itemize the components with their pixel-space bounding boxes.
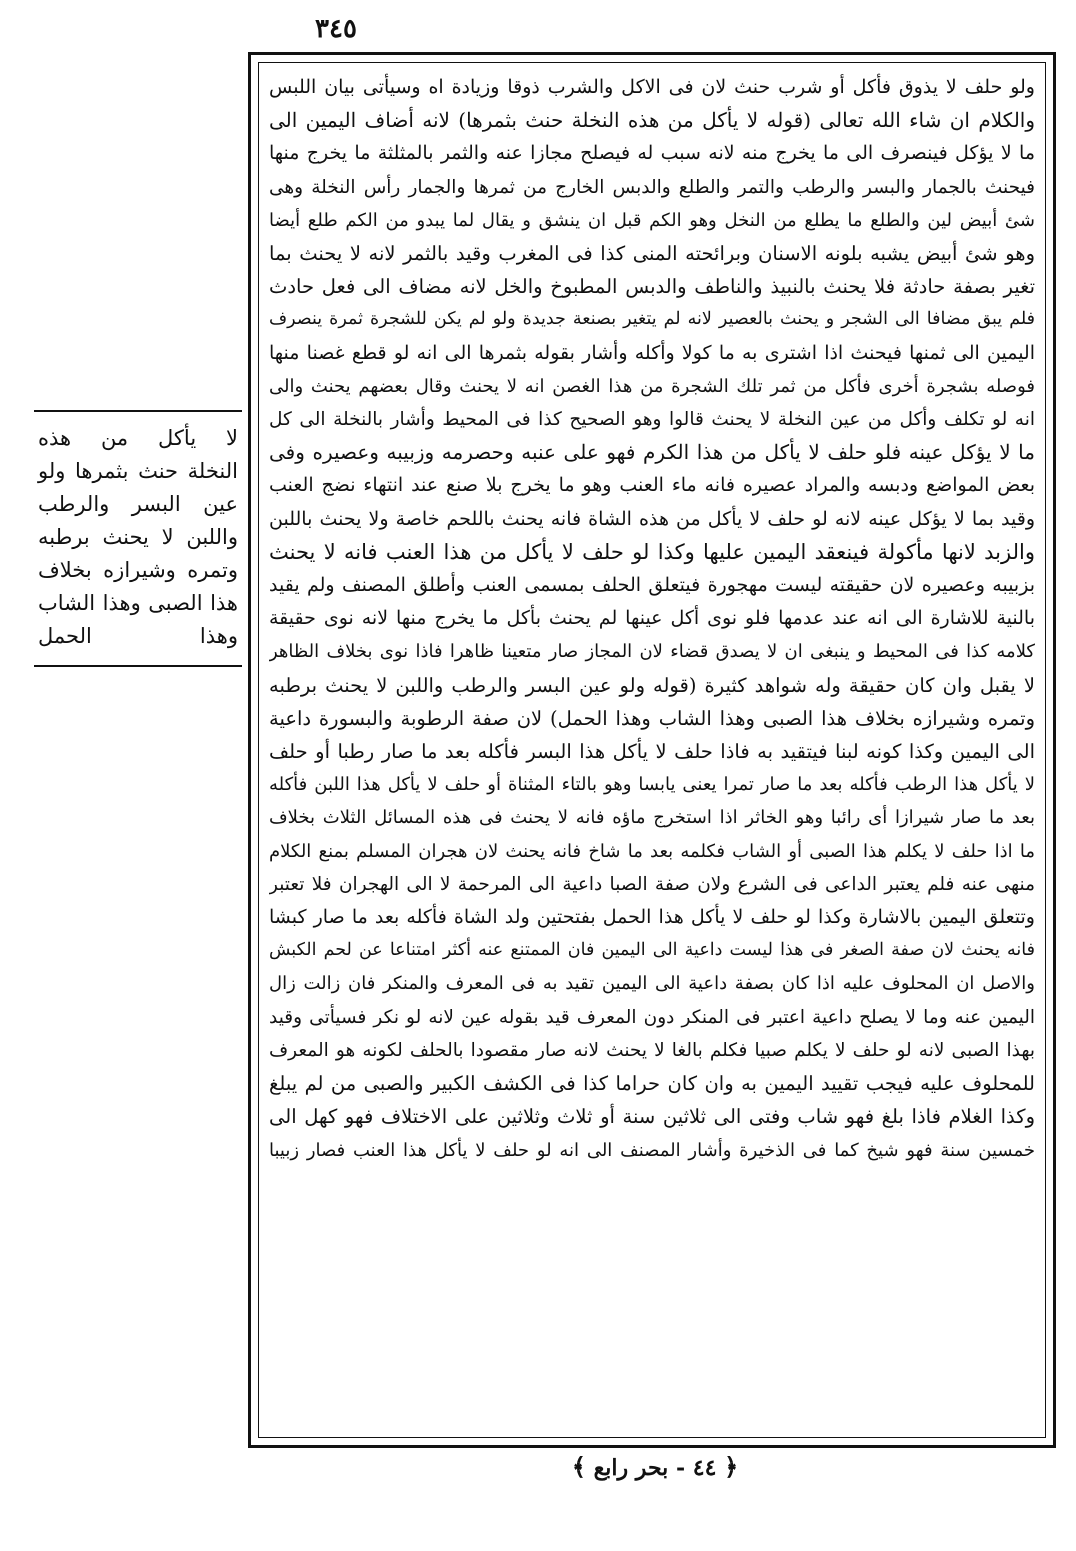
main-text-line: وتتعلق اليمين بالاشارة وكذا لو حلف لا يأكل هذا الحمل بفتحتين ولد الشاة فأكله بعد ما صار كبشا <box>269 906 1035 929</box>
footer-close-brace: ﴾ <box>571 1452 586 1481</box>
main-text-line: وقيد بما لا يؤكل عينه لانه لو حلف لا يأكل من هذه الشاة فانه يحنث باللحم خاصة ولا يحنث باللبن <box>269 507 1035 530</box>
footer-title: بحر رابع <box>593 1455 669 1481</box>
main-text-line: بهذا الصبى لانه لو حلف لا يكلم صبيا فكلم بالغا لا يحنث لانه صار مقصودا بالحلف لكونه هو المعرف <box>269 1039 1035 1061</box>
main-text-line: فوصله بشجرة أخرى فأكل من ثمر تلك الشجرة من هذا الغصن انه لا يحنث وقال بعضهم يحنث والى <box>269 375 1035 397</box>
margin-note-line: وهذا الحمل <box>38 624 238 648</box>
main-text-line: بعد ما صار شيرازا أى رائبا وهو الخاثر اذا استخرج ماؤه فانه لا يحنث فى هذه المسائل الثلاث بخلاف <box>269 807 1035 829</box>
main-text-line: لا يأكل هذا الرطب فأكله بعد ما صار تمرا يعنى يابسا وهو بالتاء المثناة أو حلف لا يأكل هذا اللبن فأكله <box>269 774 1035 796</box>
main-text-line: والزبد لانها مأكولة فينعقد اليمين عليها وكذا لو حلف لا يأكل من هذا العنب فانه لا يحنث <box>269 539 1035 564</box>
main-text-line: الى اليمين وكذا كونه لبنا فيتقيد به فاذا حلف لا يأكل هذا البسر فأكله بعد ما صار رطبا أو حلف <box>269 740 1035 764</box>
footer-separator: - <box>675 1455 686 1481</box>
main-text-line: بالنية للاشارة الى انه عند عدمها فلو نوى أكل عينها لم يحنث بأكل ما يخرج منها لانه نوى حقيقة <box>269 607 1035 630</box>
page-number: ٣٤٥ <box>315 14 357 44</box>
page-frame-inner <box>258 62 1046 1438</box>
main-text-line: والاصل ان المحلوف عليه اذا كان بصفة داعية الى اليمين تقيد به فى المعرف والمنكر فان زالت زال <box>269 973 1035 995</box>
main-text-line: ما لا يؤكل عينه فلو حلف لا يأكل من هذا الكرم فهو على عنبه وحصرمه وزبيبه وعصيره وفى <box>269 440 1035 465</box>
main-text-line: وهو شئ أبيض يشبه بلونه الاسنان وبرائحته المنى كذا فى المغرب وقيد بالثمر لانه لا يحنث بما <box>269 242 1035 266</box>
main-text-line: تغير بصفة حادثة فلا يحنث بالنبيذ والناطف والدبس المطبوخ والخل لانه مضاف الى فعل حادث <box>269 275 1035 299</box>
footer-number: ٤٤ <box>692 1455 717 1481</box>
margin-note <box>34 410 242 667</box>
main-text-body <box>269 71 1035 1167</box>
main-text-line: ما اذا حلف لا يكلم هذا الصبى أو الشاب فكلمه بعد ما شاخ فانه يحنث لان هجران المسلم بمنع الكلام <box>269 840 1035 862</box>
main-text-line: ما لا يؤكل فينصرف الى ما يخرج منه لانه سبب له فيصلح مجازا عنه والثمر بالمثلثة ما يخرج منها <box>269 142 1035 165</box>
footer-signature <box>540 1452 770 1481</box>
main-text-line: انه لو تكلف وأكل من عين النخلة لا يحنث قالوا وهو الصحيح كذا فى المحيط وأشار بالنخلة الى كل <box>269 409 1035 431</box>
main-text-line: خمسين سنة فهو شيخ كما فى الذخيرة وأشار المصنف الى انه لو حلف لا يأكل هذا العنب فصار زبيبا <box>269 1139 1035 1161</box>
margin-note-line: هذا الصبى وهذا الشاب <box>38 591 238 615</box>
margin-note-line: النخلة حنث بثمرها ولو <box>38 459 238 483</box>
margin-note-line: وتمره وشيرازه بخلاف <box>38 558 238 582</box>
main-text-line: بزبيبه وعصيره لان حقيقته ليست مهجورة فيتعلق الحلف بمسمى العنب وأطلق المصنف ولم يقيد <box>269 574 1035 597</box>
main-text-line: فلم يبق مضافا الى الشجر و يحنث بالعصير لانه لم يتغير بصنعة جديدة ولو لم يكن للشجرة ثمرة ينصرف <box>269 309 1035 330</box>
main-text-line: كلامه كذا فى المحيط و ينبغى ان لا يصدق قضاء لان المجاز صار متعينا ظاهرا فاذا نوى بخلاف الظاهر <box>269 641 1035 663</box>
margin-note-line: عين البسر والرطب <box>38 492 238 516</box>
margin-note-line: واللبن لا يحنث برطبه <box>38 525 238 549</box>
footer-open-brace: ﴿ <box>724 1452 739 1481</box>
main-text-line: والكلام ان شاء الله تعالى (قوله لا يأكل من هذه النخلة حنث بثمرها) لانه أضاف اليمين الى <box>269 108 1035 133</box>
main-text-line: شئ أبيض لين والطلع ما يطلع من النخل وهو الكم قبل ان ينشق و يقال لما يبدو من الكم طلع أيضا <box>269 209 1035 231</box>
main-text-line: اليمين عنه وما لا يصلح داعية اعتبر فى المنكر دون المعرف قيد بقوله عين لانه لو نكر فسيأتى وقيد <box>269 1006 1035 1028</box>
main-text-line: لا يقبل وان كان حقيقة وله شواهد كثيرة (قوله ولو عين البسر والرطب واللبن لا يحنث برطبه <box>269 673 1035 697</box>
margin-note-line: لا يأكل من هذه <box>38 426 238 450</box>
main-text-line: وكذا الغلام فاذا بلغ فهو شاب وفتى الى ثلاثين سنة أو ثلاث وثلاثين على الاختلاف فهو كهل الى <box>269 1105 1035 1129</box>
main-text-line: للمحلوف عليه فيجب تقييد اليمين به وان كان حراما كذا فى الكشف الكبير والصبى من لم يبلغ <box>269 1072 1035 1096</box>
main-text-line: بعض المواضع ودبسه والمراد عصيره فانه ماء العنب وهو ما يخرج بلا صنع عند انتهاء نضج العنب <box>269 474 1035 497</box>
main-text-line: اليمين الى ثمنها فيحنث اذا اشترى به ما كولا وأكله وأشار بقوله بثمرها الى انه لو قطع غصنا منها <box>269 341 1035 364</box>
main-text-line: ولو حلف لا يذوق فأكل أو شرب حنث لان فى الاكل والشرب ذوقا وزيادة اه وسيأتى بيان اللبس <box>269 76 1035 98</box>
main-text-line: فيحنث بالجمار والبسر والرطب والتمر والطلع والدبس الخارج من ثمرها والجمار رأس النخلة وهى <box>269 176 1035 198</box>
main-text-line: فانه يحنث لان صفة الصغر فى هذا ليست داعية الى اليمين فان الممتنع عنه أكثر امتناعا عن لحم الكبش <box>269 940 1035 961</box>
main-text-line: وتمره وشيرازه بخلاف هذا الصبى وهذا الشاب وهذا الحمل) لان صفة الرطوبة والبسورة داعية <box>269 706 1035 730</box>
main-text-line: منهى عنه فلم يعتبر الداعى فى الشرع ولان صفة الصبا داعية الى المرحمة لا الى الهجران فلا تعتبر <box>269 873 1035 895</box>
